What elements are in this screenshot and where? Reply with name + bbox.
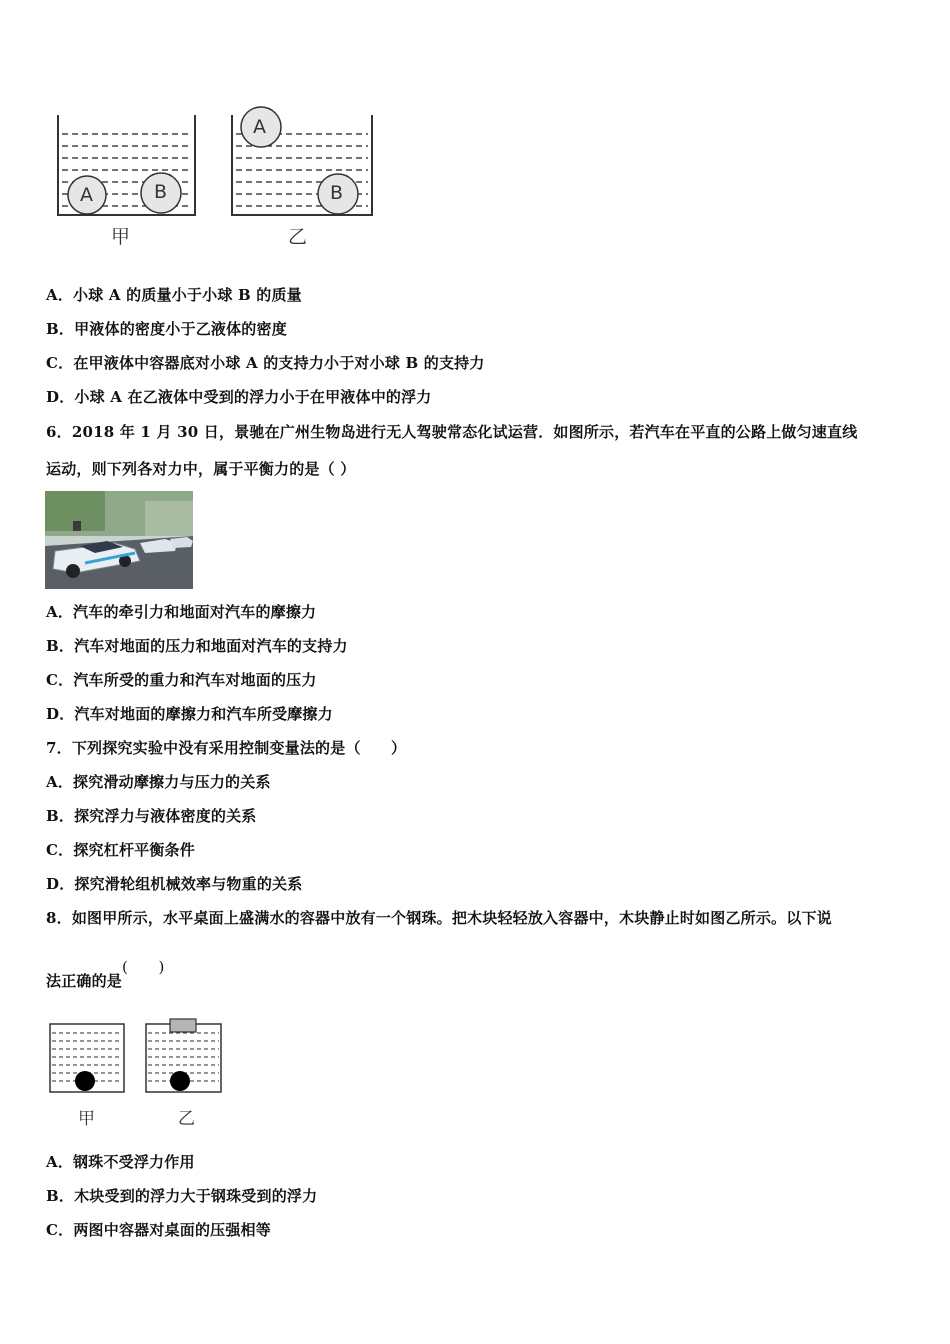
- option-text: 探究滑轮组机械效率与物重的关系: [74, 875, 303, 893]
- option-label: D．: [46, 388, 75, 406]
- option-text: 小球 A 在乙液体中受到的浮力小于在甲液体中的浮力: [74, 388, 432, 406]
- option-label: C．: [46, 1221, 74, 1239]
- steel-ball-right: [170, 1071, 190, 1091]
- q6-option-d: [46, 704, 333, 724]
- q8-option-a: [46, 1152, 195, 1172]
- q6-option-a: [46, 602, 316, 622]
- option-label: D．: [46, 705, 75, 723]
- option-label: B．: [46, 320, 75, 338]
- q5-option-d: [46, 387, 432, 407]
- wood-block: [170, 1019, 196, 1032]
- steel-ball-left: [75, 1071, 95, 1091]
- option-text: 探究浮力与液体密度的关系: [74, 807, 257, 825]
- option-text: 汽车对地面的压力和地面对汽车的支持力: [74, 637, 348, 655]
- option-label: B．: [46, 807, 75, 825]
- option-text: 汽车的牵引力和地面对汽车的摩擦力: [73, 603, 317, 621]
- option-text: 木块受到的浮力大于钢珠受到的浮力: [74, 1187, 318, 1205]
- option-label: B．: [46, 1187, 75, 1205]
- q8-stem-text: 法正确的是: [46, 972, 123, 990]
- option-label: B．: [46, 637, 75, 655]
- q5-option-b: [46, 319, 287, 339]
- q8-option-b: [46, 1186, 317, 1206]
- option-text: 小球 A 的质量小于小球 B 的质量: [73, 286, 302, 304]
- figure1-caption-right: 乙: [288, 226, 308, 248]
- q7-option-a: [46, 772, 271, 792]
- q7-option-d: [46, 874, 302, 894]
- q8-stem-line2: [46, 958, 165, 991]
- option-label: A．: [46, 603, 74, 621]
- figure2-caption-right: 乙: [178, 1109, 195, 1129]
- option-text: 汽车对地面的摩擦力和汽车所受摩擦力: [74, 705, 333, 723]
- ball-b-label-left: B: [154, 181, 168, 203]
- option-text: 甲液体的密度小于乙液体的密度: [74, 320, 287, 338]
- q6-stem-line2: 运动，则下列各对力中，属于平衡力的是（ ）: [46, 460, 356, 478]
- option-text: 钢珠不受浮力作用: [73, 1153, 195, 1171]
- option-text: 在甲液体中容器底对小球 A 的支持力小于对小球 B 的支持力: [73, 354, 485, 372]
- q6-option-b: [46, 636, 348, 656]
- q6-option-c: [46, 670, 317, 690]
- option-text: 探究杠杆平衡条件: [73, 841, 195, 859]
- option-text: 探究滑动摩擦力与压力的关系: [73, 773, 271, 791]
- option-text: 汽车所受的重力和汽车对地面的压力: [73, 671, 317, 689]
- car-photo: [45, 491, 193, 589]
- q7-option-c: [46, 840, 195, 860]
- option-label: C．: [46, 671, 74, 689]
- option-label: A．: [46, 773, 74, 791]
- option-label: C．: [46, 354, 74, 372]
- q8-stem-line1: 8．如图甲所示，水平桌面上盛满水的容器中放有一个钢珠。把木块轻轻放入容器中，木块静止时如图乙所示。以下说: [46, 909, 832, 927]
- option-label: A．: [46, 1153, 74, 1171]
- q5-option-a: [46, 285, 302, 305]
- option-label: C．: [46, 841, 74, 859]
- q5-option-c: [46, 353, 485, 373]
- figure2-caption-left: 甲: [78, 1109, 95, 1129]
- ball-a-label-right: A: [253, 116, 266, 138]
- option-label: D．: [46, 875, 75, 893]
- option-label: A．: [46, 286, 74, 304]
- ball-a-label-left: A: [80, 184, 93, 206]
- q8-option-c: [46, 1220, 271, 1240]
- figure1-caption-left: 甲: [111, 226, 131, 248]
- figure-containers-balls: [50, 100, 380, 250]
- ball-b-label-right: B: [330, 182, 344, 204]
- answer-paren: ( ): [122, 958, 165, 976]
- q7-option-b: [46, 806, 257, 826]
- figure-steel-ball-wood-block: [46, 1015, 231, 1097]
- q7-stem: 7．下列探究实验中没有采用控制变量法的是（ ）: [46, 739, 407, 757]
- q6-stem-line1: 6．2018 年 1 月 30 日，景驰在广州生物岛进行无人驾驶常态化试运营．如图所示，若汽车在平直的公路上做匀速直线: [46, 423, 858, 441]
- option-text: 两图中容器对桌面的压强相等: [73, 1221, 271, 1239]
